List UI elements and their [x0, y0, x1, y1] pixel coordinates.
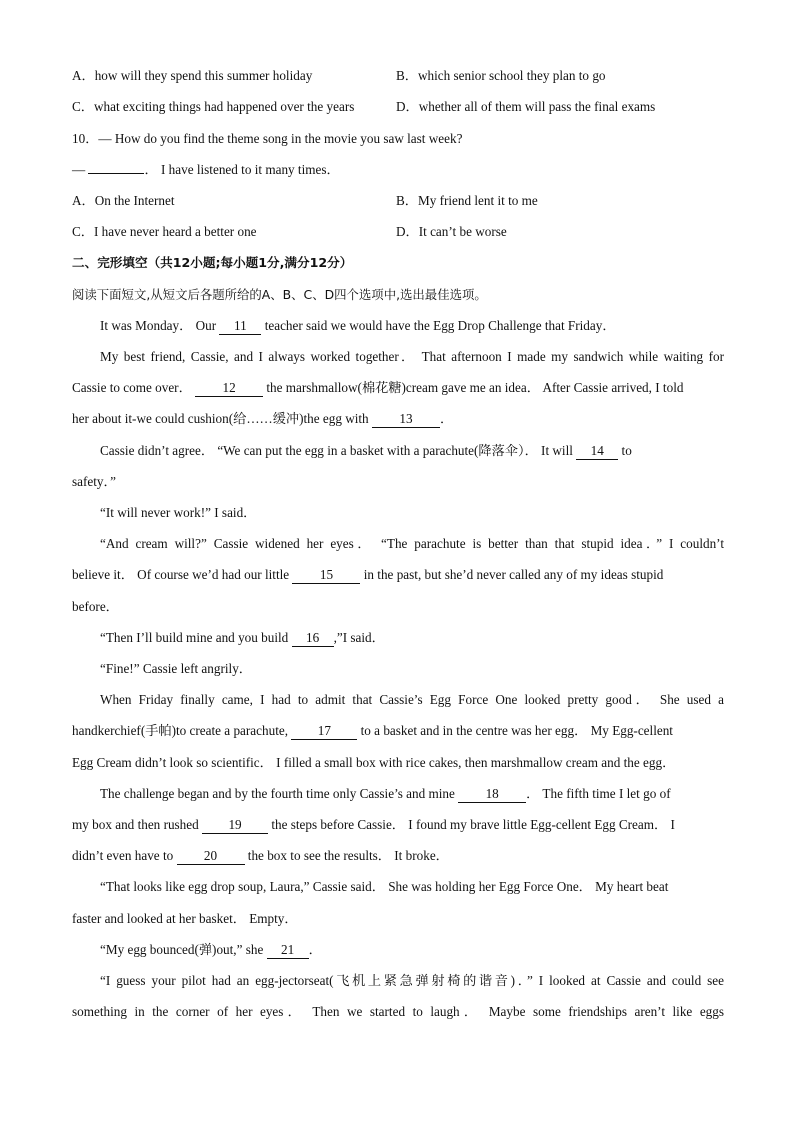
q10-reply	[72, 160, 724, 180]
section-instruction: 阅读下面短文,从短文后各题所给的A、B、C、D四个选项中,选出最佳选项。	[72, 287, 487, 302]
passage-line: believe it． Of course we’d had our little 15 in the past, but she’d never called any of my ideas stupid	[72, 567, 664, 582]
passage-line: safety．”	[72, 474, 116, 489]
passage-line: her about it-we could cushion(给……缓冲)the egg with 13 ．	[72, 411, 454, 426]
blank-12[interactable]: 12	[195, 380, 263, 397]
q10-options-row-1	[72, 191, 724, 211]
passage-line: Cassie to come over． 12 the marshmallow(棉花糖)cream gave me an idea． After Cassie arrived, I told	[72, 380, 684, 395]
q10-stem: 10．— How do you find the theme song in the movie you saw last week?	[72, 131, 463, 146]
passage-line: my box and then rushed 19 the steps before Cassie． I found my brave little Egg-cellent Egg Cream． I	[72, 817, 675, 832]
passage-line: It was Monday． Our 11 teacher said we would have the Egg Drop Challenge that Friday．	[100, 318, 616, 333]
passage-line: “And cream will?” Cassie widened her eyes． “The parachute is better than that stupid idea．” I couldn’t	[100, 536, 724, 551]
blank-21[interactable]: 21	[267, 942, 309, 959]
q10-reply-text: ． I have listened to it many times．	[144, 162, 340, 177]
passage-line: The challenge began and by the fourth time only Cassie’s and mine 18 ． The fifth time I let go of	[100, 786, 671, 801]
q9-option-b[interactable]: B．which senior school they plan to go	[396, 68, 606, 83]
passage-line: “That looks like egg drop soup, Laura,” Cassie said． She was holding her Egg Force One． My heart beat	[100, 879, 669, 894]
passage-line: “It will never work!” I said．	[100, 505, 257, 520]
q10-option-c[interactable]: C．I have never heard a better one	[72, 224, 257, 239]
blank-17[interactable]: 17	[291, 723, 357, 740]
passage-line: faster and looked at her basket． Empty．	[72, 911, 298, 926]
blank-13[interactable]: 13	[372, 411, 440, 428]
passage-line: Cassie didn’t agree． “We can put the egg in a basket with a parachute(降落伞）． It will 14 to	[100, 443, 632, 458]
q9-options-row-1	[72, 66, 724, 86]
q10-option-a[interactable]: A．On the Internet	[72, 193, 175, 208]
q10-reply-dash: —	[72, 162, 86, 177]
passage-line: When Friday finally came, I had to admit that Cassie’s Egg Force One looked pretty good． She used a	[100, 692, 724, 707]
blank-18[interactable]: 18	[458, 786, 526, 803]
q10-option-d[interactable]: D．It can’t be worse	[396, 224, 507, 239]
q10-answer-blank[interactable]	[88, 173, 144, 174]
section-heading: 二、完形填空（共12小题;每小题1分,满分12分）	[72, 255, 353, 270]
q9-option-c[interactable]: C．what exciting things had happened over the years	[72, 99, 355, 114]
passage-line: before．	[72, 599, 119, 614]
blank-20[interactable]: 20	[177, 848, 245, 865]
passage-line: “Then I’ll build mine and you build 16 ,”I said．	[100, 630, 385, 645]
passage-line: “My egg bounced(弹)out,” she 21 ．	[100, 942, 322, 957]
blank-14[interactable]: 14	[576, 443, 618, 460]
passage-line: handkerchief(手帕)to create a parachute, 17 to a basket and in the centre was her egg． My Egg-cellent	[72, 723, 673, 738]
blank-11[interactable]: 11	[219, 318, 261, 335]
passage-line: didn’t even have to 20 the box to see the results． It broke．	[72, 848, 449, 863]
blank-16[interactable]: 16	[292, 630, 334, 647]
q9-option-d[interactable]: D．whether all of them will pass the final exams	[396, 99, 656, 114]
blank-15[interactable]: 15	[292, 567, 360, 584]
q9-option-a[interactable]: A．how will they spend this summer holiday	[72, 68, 313, 83]
q10-option-b[interactable]: B．My friend lent it to me	[396, 193, 538, 208]
blank-19[interactable]: 19	[202, 817, 268, 834]
passage-line: “I guess your pilot had an egg-jectorseat(飞机上紧急弹射椅的谐音)．” I looked at Cassie and could see	[100, 973, 724, 988]
passage-line: Egg Cream didn’t look so scientific． I filled a small box with rice cakes, then marshmallow cream and the egg．	[72, 755, 676, 770]
passage-line: My best friend, Cassie, and I always worked together． That afternoon I made my sandwich while waiting for	[100, 349, 724, 364]
q10-options-row-2	[72, 222, 724, 242]
passage-line: “Fine!” Cassie left angrily．	[100, 661, 252, 676]
q9-options-row-2	[72, 97, 724, 117]
passage-line: something in the corner of her eyes． Then we started to laugh． Maybe some friendships aren’t like eggs	[72, 1004, 724, 1019]
